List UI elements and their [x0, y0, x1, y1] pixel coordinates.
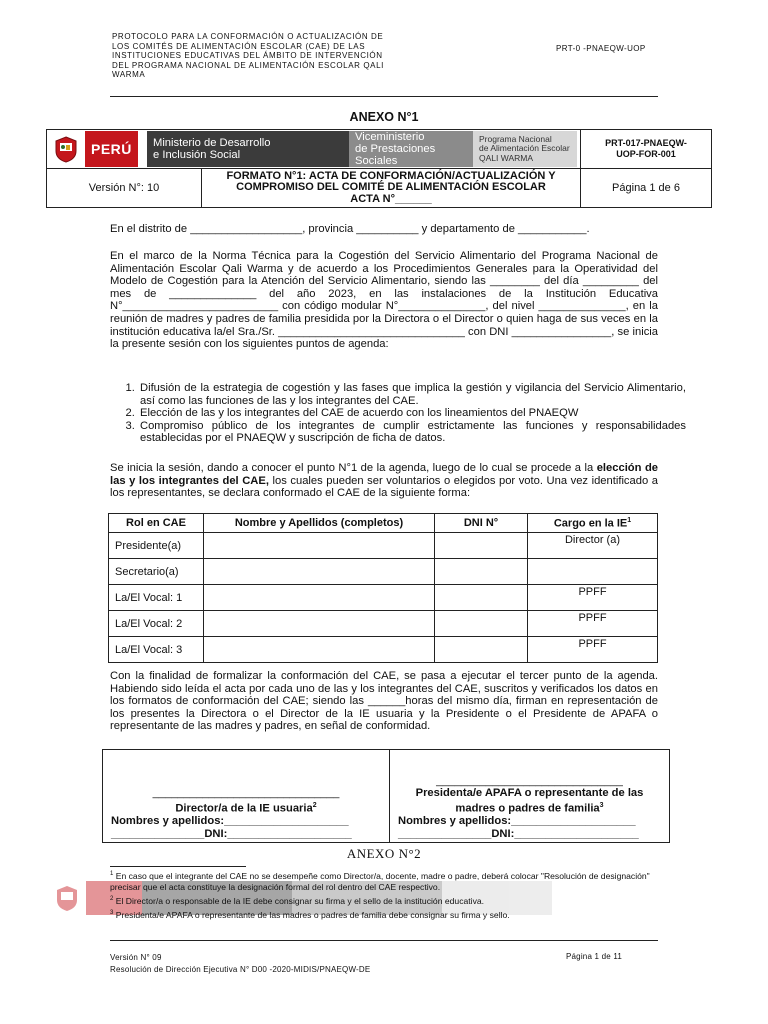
role-cell: La/El Vocal: 3: [109, 637, 204, 663]
director-signature-cell[interactable]: [103, 750, 390, 843]
peru-logo: [47, 131, 147, 167]
name-field[interactable]: [204, 637, 435, 663]
header-role: Rol en CAE: [109, 514, 204, 533]
cargo-cell: [528, 559, 658, 585]
apafa-names-field: Nombres y apellidos:____________________: [398, 815, 636, 827]
footnote: [110, 894, 658, 907]
header-cargo: [528, 514, 658, 533]
name-field[interactable]: [204, 559, 435, 585]
apafa-title-line-1: Presidenta/e APAFA o representante de las: [415, 787, 644, 800]
role-cell: Secretario(a): [109, 559, 204, 585]
apafa-title-label: madres o padres de familia: [455, 802, 600, 815]
viceministry-line-1: Viceministerio: [355, 131, 425, 143]
program-logo: [473, 131, 577, 167]
table-row: [109, 585, 658, 611]
footnote: [110, 908, 658, 921]
director-title-label: Director/a de la IE usuaria: [175, 802, 313, 815]
table-row: [109, 533, 658, 559]
anexo1-title: ANEXO N°1: [349, 110, 419, 124]
peru-label: PERÚ: [85, 131, 138, 167]
protocol-code: PRT-0 -PNAEQW-UOP: [556, 44, 646, 53]
footnote-ref-3: 3: [599, 801, 604, 809]
signature-table: [102, 749, 670, 843]
footer-divider: [110, 940, 658, 941]
ministry-line-2: e Inclusión Social: [153, 149, 241, 161]
apafa-signature-cell[interactable]: [390, 750, 670, 843]
agenda-item: 2. Elección de las y los integrantes del CAE de acuerdo con los lineamientos del PNAEQW: [138, 407, 686, 420]
footer-left: [110, 952, 370, 976]
footnote-text: En caso que el integrante del CAE no se desempeñe como Director/a, docente, madre o padre, deberá colocar "Resolución de designación" precisar que el acta constituye la designación formal del rol dentro del CAE respectivo.: [110, 870, 650, 893]
footnote-text: Presidenta/e APAFA o representante de las madres o padres de familia debe consignar su firma y sello.: [115, 909, 510, 920]
format-title-line-2: COMPROMISO DEL COMITÉ DE ALIMENTACIÓN ESCOLAR: [236, 181, 546, 194]
agenda-item: 1. Difusión de la estrategia de cogestión y las fases que implica la gestión y vigilancia del Servicio Alimentario, así como las funciones de las y los integrantes del CAE.: [138, 382, 686, 407]
doc-code-line-2: UOP-FOR-001: [616, 149, 676, 159]
agenda-list: [110, 382, 686, 445]
ministry-line-1: Ministerio de Desarrollo: [153, 137, 271, 149]
session-text-b: los cuales pueden ser voluntarios o elegidos por voto. Una vez identificado a los representantes, se declara conformado el CAE de la siguiente forma:: [110, 474, 658, 500]
table-row: [109, 637, 658, 663]
closing-paragraph: Con la finalidad de formalizar la conformación del CAE, se pasa a ejecutar el tercer punto de la agenda. Habiendo sido leída el acta por cada uno de las y los integrantes del CAE, suscritos y verificados los datos en los formatos de conformación del CAE; siendo las ______horas del mismo día, firman en representación de los presentes la Directora o el Director de la IE usuaria y la Presidente o el Presidente de APAFA o representante de las madres y padres, en señal de conformidad.: [110, 670, 658, 733]
header-cargo-label: Cargo en la IE: [553, 517, 628, 530]
footnotes: [110, 869, 658, 921]
document-header-table: [46, 129, 712, 208]
viceministry-logo: [349, 131, 473, 167]
table-header-row: [109, 514, 658, 533]
footnote: [110, 869, 658, 894]
format-title-line-3: ACTA N°______: [350, 192, 432, 205]
agenda-item: 3. Compromiso público de los integrantes de cumplir estrictamente las funciones y responsabilidades establecidas por el PNAEQW y suscripción de ficha de datos.: [138, 420, 686, 445]
header-dni: DNI N°: [435, 514, 528, 533]
dni-field[interactable]: [435, 637, 528, 663]
cargo-cell: PPFF: [528, 585, 658, 611]
session-paragraph: [110, 462, 658, 500]
director-dni-field: _______________DNI:____________________: [111, 827, 352, 840]
table-row: [109, 559, 658, 585]
footnote-number: 3: [110, 909, 114, 916]
footnote-number: 2: [110, 896, 114, 903]
table-row: [109, 611, 658, 637]
footnote-ref-2: 2: [312, 801, 317, 809]
dni-field[interactable]: [435, 611, 528, 637]
doc-code-cell: [581, 130, 712, 169]
apafa-signature-line: ______________________________: [436, 774, 623, 787]
director-signature-line: ______________________________: [152, 787, 340, 800]
name-field[interactable]: [204, 533, 435, 559]
logo-strip: [47, 131, 580, 167]
footnote-text: El Director/a o responsable de la IE debe consignar su firma y el sello de la institución educativa.: [115, 895, 485, 906]
role-cell: La/El Vocal: 1: [109, 585, 204, 611]
logo-strip-cell: [47, 130, 581, 169]
anexo2-title: ANEXO N°2: [346, 846, 422, 861]
cargo-cell: Director (a): [528, 533, 658, 559]
dni-field[interactable]: [435, 585, 528, 611]
apafa-dni-field: _______________DNI:____________________: [398, 827, 639, 840]
director-names-field: Nombres y apellidos:____________________: [111, 815, 349, 827]
intro-paragraph: En el marco de la Norma Técnica para la Cogestión del Servicio Alimentario del Programa Nacional de Alimentación Escolar Qali Warma y de acuerdo a los Procedimientos Generales para la Operatividad del Modelo de Cogestión para la Atención del Servicio Alimentario, siendo las ________ del día _________ del mes de ______________ del año 2023, en las instalaciones de la Institución Educativa N°_________________________ con código modular N°______________, del nivel ______________, en la reunión de madres y padres de familia presidida por la Directora o el Director o quien haga de sus veces en la institución educativa la/el Sra./Sr. ______________________________ con DNI ________________, se inicia la presente sesión con los siguientes puntos de agenda:: [110, 250, 658, 351]
role-cell: La/El Vocal: 2: [109, 611, 204, 637]
page-number-cell: Página 1 de 6: [581, 169, 712, 208]
footer-page-number: Página 1 de 11: [566, 952, 623, 961]
dni-field[interactable]: [435, 559, 528, 585]
header-divider: [110, 96, 658, 97]
role-cell: Presidente(a): [109, 533, 204, 559]
footer-version: Versión N° 09: [110, 953, 162, 962]
footnote-divider: [110, 866, 246, 867]
dni-field[interactable]: [435, 533, 528, 559]
format-title-line-1: FORMATO N°1: ACTA DE CONFORMACIÓN/ACTUALIZACIÓN Y: [226, 169, 556, 182]
program-line-1: Programa Nacional: [479, 133, 552, 144]
doc-code-line-1: PRT-017-PNAEQW-: [605, 138, 687, 148]
cae-members-table: [108, 513, 658, 663]
program-line-3: QALI WARMA: [479, 152, 533, 163]
cargo-cell: PPFF: [528, 637, 658, 663]
footnote-ref-1: 1: [627, 516, 632, 524]
ministry-logo: [147, 131, 349, 167]
name-field[interactable]: [204, 585, 435, 611]
footer-resolution: Resolución de Dirección Ejecutiva N° D00 -2020-MIDIS/PNAEQW-DE: [110, 965, 371, 974]
program-line-2: de Alimentación Escolar: [479, 143, 570, 154]
format-title-cell: [202, 169, 581, 208]
director-title: [111, 800, 381, 815]
apafa-title-line-2: [398, 800, 661, 815]
name-field[interactable]: [204, 611, 435, 637]
viceministry-line-2: de Prestaciones Sociales: [355, 143, 436, 167]
footnote-number: 1: [110, 871, 114, 877]
ghost-coat-of-arms-icon: [52, 883, 82, 913]
header-name: Nombre y Apellidos (completos): [204, 514, 435, 533]
coat-of-arms-icon: [51, 134, 81, 164]
session-text-bold: elección de las y los integrantes del CAE,: [110, 462, 659, 487]
cargo-cell: PPFF: [528, 611, 658, 637]
version-cell: Versión N°: 10: [47, 169, 202, 208]
session-text-a: Se inicia la sesión, dando a conocer el punto N°1 de la agenda, luego de lo cual se procede a la: [110, 462, 594, 474]
protocol-header-text: PROTOCOLO PARA LA CONFORMACIÓN O ACTUALIZACIÓN DE LOS COMITÉS DE ALIMENTACIÓN ESCOLAR (CAE) DE LAS INSTITUCIONES EDUCATIVAS DEL ÁMBITO DE INTERVENCIÓN DEL PROGRAMA NACIONAL DE ALIMENTACIÓN ESCOLAR QALI WARMA: [112, 32, 384, 80]
district-line: En el distrito de __________________, provincia __________ y departamento de ___________.: [110, 223, 590, 235]
